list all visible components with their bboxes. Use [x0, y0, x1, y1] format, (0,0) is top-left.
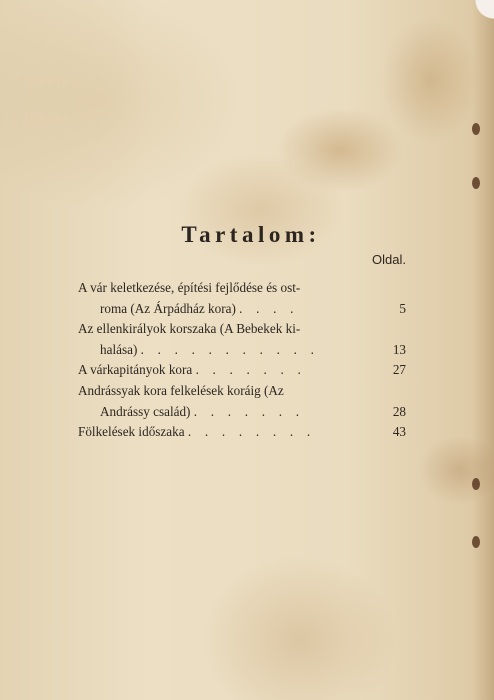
toc-entry-title: A vár keletkezése, építési fejlődése és ost-: [78, 280, 301, 295]
toc-entry: [78, 360, 406, 381]
binding-hole: [472, 123, 480, 135]
toc-entry: [78, 422, 406, 443]
toc-leader-dots: . . . . . . . .: [187, 424, 316, 440]
toc-page-number: 13: [392, 341, 406, 357]
binding-hole: [472, 478, 480, 490]
toc-entry-title-continued: roma (Az Árpádház kora): [100, 300, 236, 316]
toc-entry-title: A várkapitányok kora: [78, 362, 193, 378]
toc-entry: [78, 381, 406, 422]
page-title: Tartalom:: [181, 222, 321, 247]
toc-entry-title-continued: halása): [100, 341, 138, 357]
toc-page-number: 5: [399, 300, 406, 316]
toc-leader-dots: . . . . . . .: [193, 403, 305, 419]
binding-hole: [472, 177, 480, 189]
binding-hole: [472, 536, 480, 548]
torn-corner: [460, 0, 494, 30]
toc-page-number: 43: [392, 424, 406, 440]
toc-leader-dots: . . . .: [239, 300, 299, 316]
table-of-contents: [78, 278, 406, 443]
toc-leader-dots: . . . . . . .: [195, 362, 307, 378]
toc-entry-title-continued: Andrássy család): [100, 403, 191, 419]
toc-page-number: 27: [392, 362, 406, 378]
toc-entry: [78, 278, 406, 319]
toc-entry-title: Andrássyak kora felkelések koráig (Az: [78, 382, 284, 398]
toc-leader-dots: . . . . . . . . . . .: [140, 341, 320, 357]
toc-entry-title: Fölkelések időszaka: [78, 424, 185, 440]
toc-entry-title: Az ellenkirályok korszaka (A Bebekek ki-: [78, 321, 301, 337]
toc-page-number: 28: [392, 403, 406, 419]
toc-entry: [78, 319, 406, 360]
page-edge-shadow: [472, 0, 494, 700]
page-column-label: Oldal.: [372, 252, 406, 267]
